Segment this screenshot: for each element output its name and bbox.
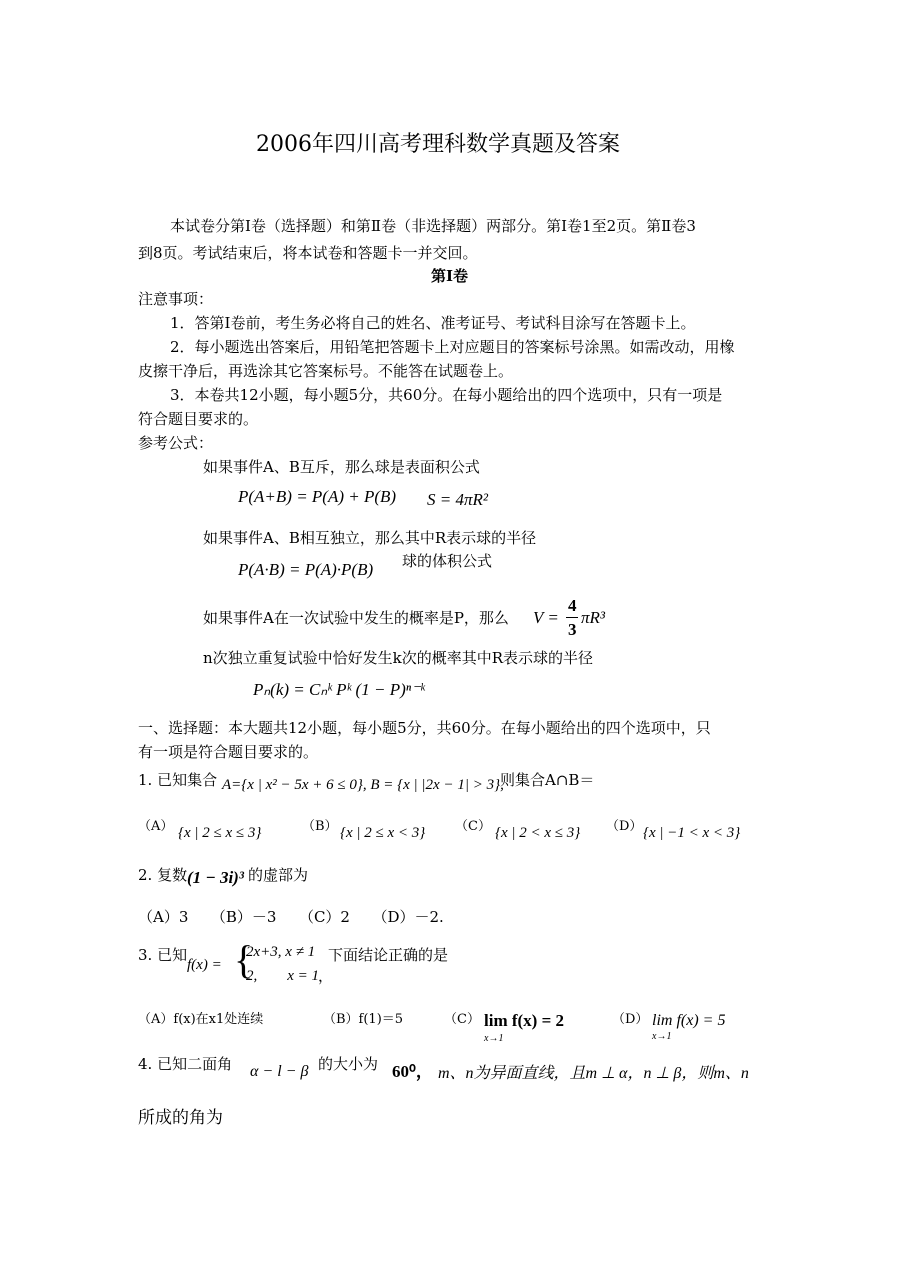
- q3-stem: 3. 已知: [138, 946, 188, 964]
- section-2-line-1: 一、选择题：本大题共12小题，每小题5分，共60分。在每小题给出的四个选项中，只: [138, 719, 711, 737]
- q1-option-d-math: {x | −1 < x < 3}: [643, 825, 741, 841]
- formula-2-math: P(A·B) = P(A)·P(B): [238, 560, 374, 579]
- q3-option-b: （B）f(1)＝5: [323, 1012, 404, 1027]
- formula-4-text: n次独立重复试验中恰好发生k次的概率其中R表示球的半径: [203, 649, 594, 667]
- q1-stem: 1. 已知集合: [138, 771, 218, 789]
- fraction-bar: [566, 617, 578, 618]
- q4-math-angle: α − l − β: [250, 1063, 309, 1080]
- q4-line-2: 所成的角为: [138, 1108, 223, 1128]
- q1-option-b-label: （B）: [302, 819, 338, 834]
- notice-item-3-line-1: 3．本卷共12小题，每小题5分，共60分。在每小题给出的四个选项中，只有一项是: [170, 386, 723, 404]
- sphere-area-formula: S = 4πR²: [427, 490, 488, 509]
- q1-tail: 则集合A∩B＝: [500, 771, 595, 789]
- q3-option-c-sub: x→1: [484, 1033, 504, 1044]
- q3-option-d-label: （D）: [612, 1012, 649, 1027]
- notice-item-3-line-2: 符合题目要求的。: [138, 410, 259, 428]
- notice-heading: 注意事项：: [138, 290, 214, 308]
- q2-tail: 的虚部为: [248, 866, 309, 884]
- q1-option-b-math: {x | 2 ≤ x < 3}: [340, 825, 426, 841]
- q3-option-d-sub: x→1: [652, 1031, 672, 1042]
- q1-option-c-label: （C）: [455, 819, 491, 834]
- q4-math-lines: m、n为异面直线，且m ⊥ α，n ⊥ β，则m、n: [438, 1065, 749, 1082]
- notice-item-2-line-1: 2．每小题选出答案后，用铅笔把答题卡上对应题目的答案标号涂黑。如需改动，用橡: [170, 338, 735, 356]
- section-2-line-2: 有一项是符合题目要求的。: [138, 743, 319, 761]
- intro-line-1: 本试卷分第Ⅰ卷（选择题）和第Ⅱ卷（非选择题）两部分。第Ⅰ卷1至2页。第Ⅱ卷3: [170, 217, 696, 235]
- q2-math: (1 − 3i)³: [187, 868, 244, 887]
- q1-option-a-label: （A）: [138, 819, 174, 834]
- q4-math-degree: 60⁰，: [392, 1062, 433, 1081]
- q3-case-1: 2x+3, x ≠ 1: [246, 944, 316, 960]
- q3-tail: 下面结论正确的是: [328, 946, 449, 964]
- formula-3-math: V =: [533, 608, 559, 627]
- q3-function: f(x) =: [187, 957, 222, 973]
- q3-comma: ，: [318, 967, 334, 985]
- q3-brace: {: [234, 937, 254, 982]
- q1-option-c-math: {x | 2 < x ≤ 3}: [495, 825, 581, 841]
- q3-case-2: 2, x = 1: [246, 968, 320, 984]
- fraction-denominator: 3: [568, 620, 577, 639]
- q1-math: A={x | x² − 5x + 6 ≤ 0}, B = {x | |2x − 1| > 3},: [222, 777, 504, 793]
- q1-option-d-label: （D）: [606, 819, 643, 834]
- intro-line-2: 到8页。考试结束后，将本试卷和答题卡一并交回。: [138, 244, 478, 262]
- q2-stem: 2. 复数: [138, 866, 188, 884]
- q3-option-d-math: lim f(x) = 5: [652, 1012, 726, 1029]
- formula-heading: 参考公式：: [138, 434, 214, 452]
- formula-2-side: 球的体积公式: [402, 552, 493, 570]
- section-heading: 第Ⅰ卷: [431, 267, 469, 285]
- q4-stem: 4. 已知二面角: [138, 1055, 233, 1073]
- formula-1-math: P(A+B) = P(A) + P(B): [238, 487, 397, 506]
- formula-3-text: 如果事件A在一次试验中发生的概率是P，那么: [203, 609, 509, 627]
- notice-item-2-line-2: 皮擦干净后，再选涂其它答案标号。不能答在试题卷上。: [138, 362, 514, 380]
- formula-2-text: 如果事件A、B相互独立，那么其中R表示球的半径: [203, 529, 537, 547]
- q4-mid: 的大小为: [318, 1055, 379, 1073]
- q1-option-a-math: {x | 2 ≤ x ≤ 3}: [178, 825, 262, 841]
- q2-options: （A）3 （B）－3 （C）2 （D）－2.: [138, 908, 444, 926]
- page-title: 2006年四川高考理科数学真题及答案: [256, 132, 620, 157]
- formula-1-text: 如果事件A、B互斥，那么球是表面积公式: [203, 458, 480, 476]
- formula-4-math: Pₙ(k) = Cₙᵏ Pᵏ (1 − P)ⁿ⁻ᵏ: [253, 680, 425, 699]
- formula-3-tail: πR³: [581, 608, 605, 627]
- notice-item-1: 1．答第Ⅰ卷前，考生务必将自己的姓名、准考证号、考试科目涂写在答题卡上。: [170, 314, 696, 332]
- q3-option-c-math: lim f(x) = 2: [484, 1011, 565, 1030]
- q3-option-a: （A）f(x)在x1处连续: [138, 1012, 264, 1027]
- q3-option-c-label: （C）: [444, 1012, 480, 1027]
- fraction-numerator: 4: [568, 596, 577, 615]
